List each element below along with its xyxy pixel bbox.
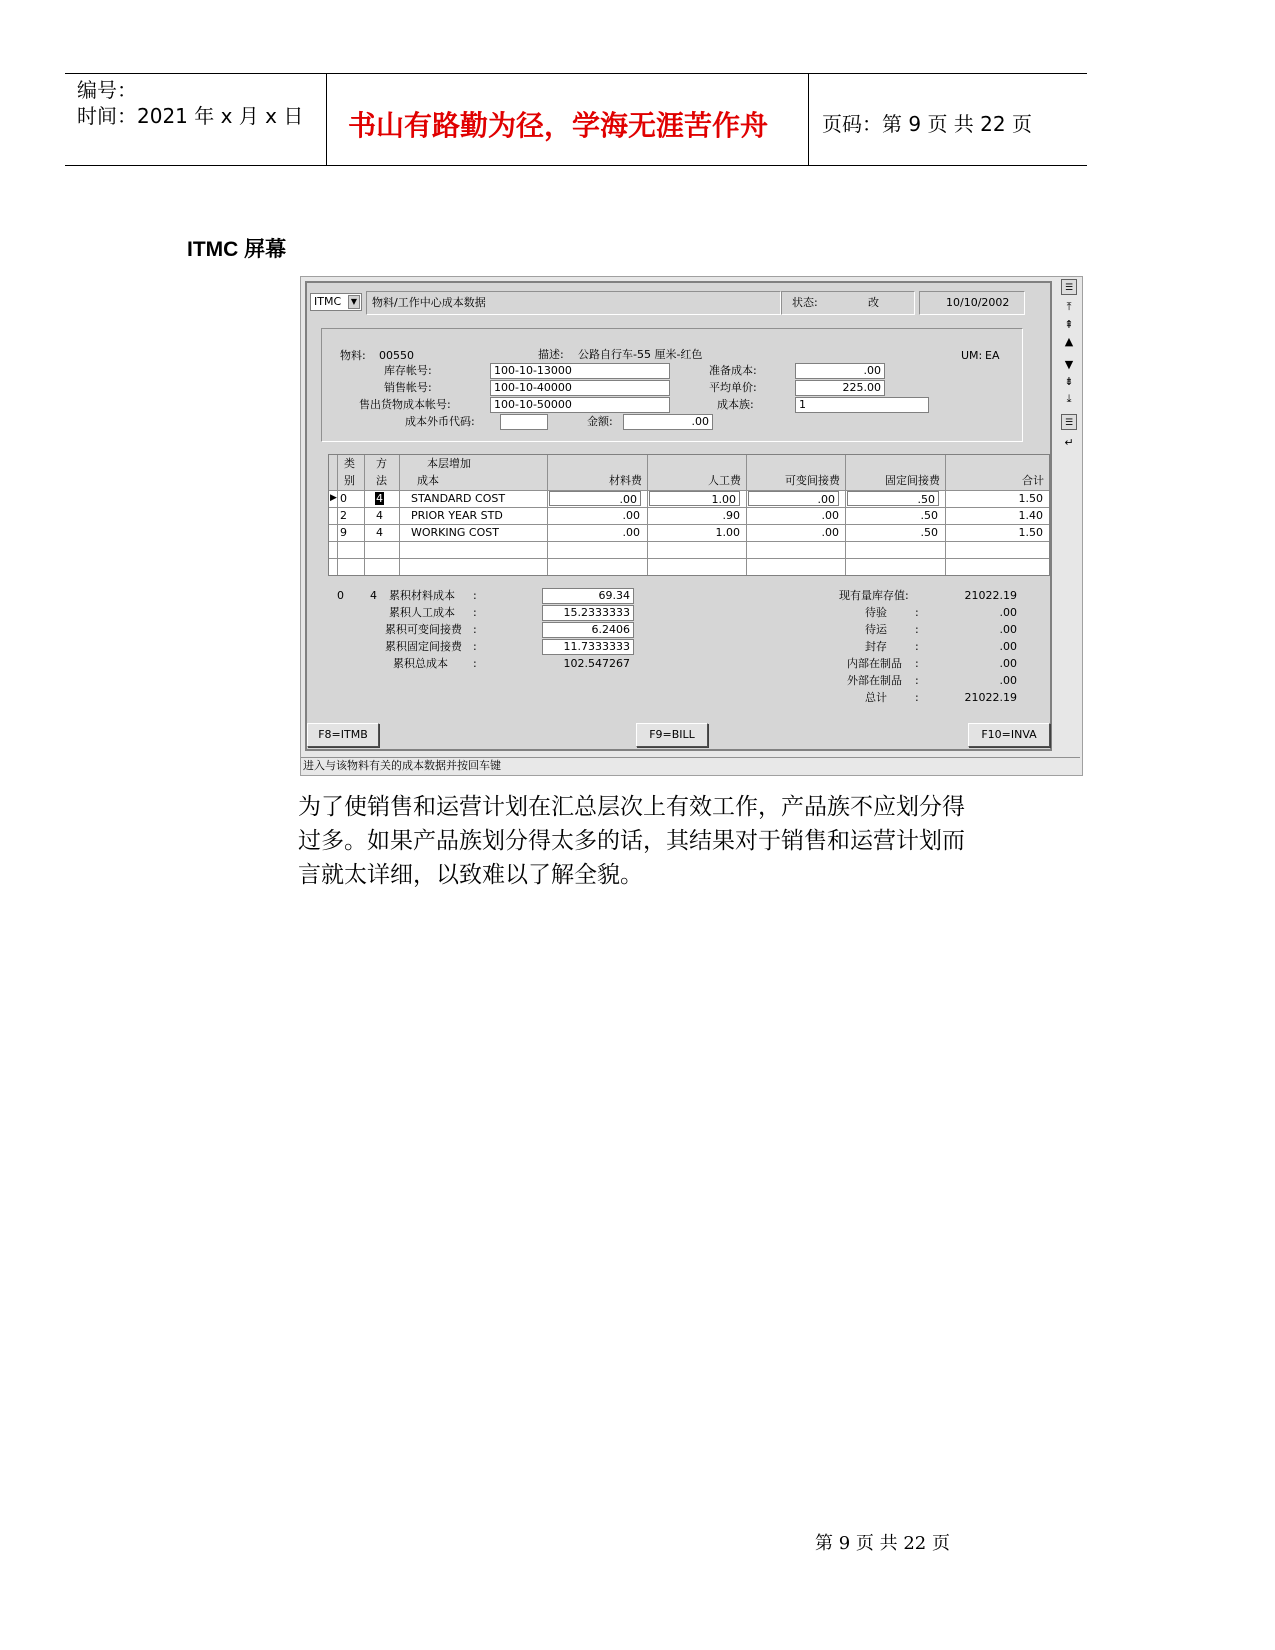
in-transit-label: 待运 [865, 623, 887, 636]
grid-col-line [337, 455, 338, 575]
row-variable-overhead[interactable]: .00 [748, 491, 839, 506]
label-colon: : [915, 691, 919, 704]
page-footer: 第 9 页 共 22 页 [815, 1533, 950, 1554]
cum-type: 0 [337, 589, 344, 602]
next-record-icon[interactable]: ▼ [1064, 358, 1074, 371]
header-type-line2: 别 [344, 474, 355, 487]
item-label: 物料: [340, 349, 366, 362]
row-pointer-icon: ▶ [330, 493, 337, 503]
row-material[interactable]: .00 [622, 509, 640, 522]
row-variable-overhead[interactable]: .00 [821, 509, 839, 522]
um-value: EA [985, 349, 1000, 362]
previous-record-icon[interactable]: ▲ [1064, 335, 1074, 348]
row-variable-overhead[interactable]: .00 [821, 526, 839, 539]
currency-code-field[interactable] [500, 414, 548, 430]
title-panel [366, 291, 781, 315]
grid-col-line [364, 455, 365, 575]
header-type-line1: 类 [344, 457, 355, 470]
row-method-cursor[interactable]: 4 [376, 492, 383, 505]
cum-variable-overhead-field[interactable]: 6.2406 [542, 622, 634, 638]
cum-variable-overhead-label: 累积可变间接费 [385, 623, 462, 636]
cum-fixed-overhead-field[interactable]: 11.7333333 [542, 639, 634, 655]
grid-row-line [329, 541, 1049, 542]
status-panel [781, 291, 915, 315]
status-label: 状态: [792, 296, 818, 309]
avg-price-field[interactable]: 225.00 [795, 380, 885, 396]
header-top-rule [65, 73, 1087, 74]
on-hold-value: .00 [999, 640, 1017, 653]
sales-account-field[interactable]: 100-10-40000 [490, 380, 670, 396]
row-method[interactable]: 4 [376, 526, 383, 539]
currency-code-label: 成本外币代码: [405, 415, 475, 428]
header-cost-line1: 本层增加 [427, 457, 471, 470]
date-panel [919, 291, 1025, 315]
cogs-account-field[interactable]: 100-10-50000 [490, 397, 670, 413]
sales-account-label: 销售帐号: [384, 381, 432, 394]
in-transit-value: .00 [999, 623, 1017, 636]
f10-inva-button[interactable]: F10=INVA [968, 723, 1050, 747]
row-fixed-overhead[interactable]: .50 [920, 509, 938, 522]
row-total: 1.50 [1018, 526, 1043, 539]
header-variable-overhead: 可变间接费 [785, 474, 840, 487]
on-hold-label: 封存 [865, 640, 887, 653]
screen-title: 物料/工作中心成本数据 [372, 296, 486, 309]
header-labor: 人工费 [708, 474, 741, 487]
date-value: 10/10/2002 [946, 296, 1010, 309]
row-labor[interactable]: 1.00 [649, 491, 740, 506]
detail-icon[interactable]: ☰ [1061, 414, 1077, 430]
header-method-line1: 方 [376, 457, 387, 470]
um-label: UM: [961, 349, 983, 362]
label-colon: : [473, 589, 477, 602]
external-wip-value: .00 [999, 674, 1017, 687]
itmc-window [300, 276, 1083, 776]
cum-material-label: 累积材料成本 [389, 589, 455, 602]
inspection-value: .00 [999, 606, 1017, 619]
row-cost-name[interactable]: WORKING COST [411, 526, 499, 539]
grid-col-line [399, 455, 400, 575]
body-paragraph: 为了使销售和运营计划在汇总层次上有效工作，产品族不应划分得过多。如果产品族划分得太多的话，其结果对于销售和运营计划而言就太详细，以致难以了解全貌。 [298, 794, 965, 888]
header-divider [326, 73, 327, 166]
avg-price-label: 平均单价: [709, 381, 757, 394]
row-total: 1.50 [1018, 492, 1043, 505]
label-colon: : [915, 623, 919, 636]
label-colon: : [915, 657, 919, 670]
row-cost-name[interactable]: STANDARD COST [411, 492, 506, 505]
header-page-number: 页码：第 9 页 共 22 页 [822, 112, 1032, 136]
header-material: 材料费 [609, 474, 642, 487]
status-value: 改 [868, 296, 879, 309]
first-record-icon[interactable]: ⤒ [1066, 300, 1072, 313]
cum-method: 4 [370, 589, 377, 602]
amount-field[interactable]: .00 [623, 414, 713, 430]
enter-icon[interactable]: ↵ [1064, 436, 1074, 449]
description-label: 描述: [538, 348, 564, 361]
setup-cost-label: 准备成本: [709, 364, 757, 377]
setup-cost-field[interactable]: .00 [795, 363, 885, 379]
cost-grid [328, 454, 1050, 576]
status-line: 进入与该物料有关的成本数据并按回车键 [301, 757, 1080, 773]
header-total: 合计 [1022, 474, 1044, 487]
row-type[interactable]: 9 [340, 526, 347, 539]
page-up-icon[interactable]: ⇞ [1064, 318, 1074, 331]
external-wip-label: 外部在制品 [847, 674, 902, 687]
cum-fixed-overhead-label: 累积固定间接费 [385, 640, 462, 653]
row-labor[interactable]: .90 [722, 509, 740, 522]
f8-itmb-button[interactable]: F8=ITMB [307, 723, 379, 747]
chevron-down-icon[interactable]: ▼ [348, 295, 360, 309]
inspection-label: 待验 [865, 606, 887, 619]
label-colon: : [915, 674, 919, 687]
cum-labor-field[interactable]: 15.2333333 [542, 605, 634, 621]
row-material[interactable]: .00 [549, 491, 641, 506]
header-fixed-overhead: 固定间接费 [885, 474, 940, 487]
last-record-icon[interactable]: ⤓ [1066, 392, 1072, 405]
label-colon: : [473, 657, 477, 670]
cost-group-label: 成本族: [717, 398, 754, 411]
row-total: 1.40 [1018, 509, 1043, 522]
header-divider [808, 73, 809, 166]
section-title: ITMC 屏幕 [187, 238, 287, 261]
grid-row-line [329, 558, 1049, 559]
label-colon: : [473, 606, 477, 619]
onhand-value: 21022.19 [964, 589, 1017, 602]
item-number: 00550 [379, 349, 414, 362]
row-fixed-overhead[interactable]: .50 [920, 526, 938, 539]
onhand-total-label: 总计 [865, 691, 887, 704]
row-labor[interactable]: 1.00 [715, 526, 740, 539]
header-cost-line2: 成本 [417, 474, 439, 487]
label-colon: : [915, 606, 919, 619]
header-bottom-rule [65, 165, 1087, 166]
cum-total-label: 累积总成本 [393, 657, 448, 670]
onhand-total-value: 21022.19 [964, 691, 1017, 704]
internal-wip-label: 内部在制品 [847, 657, 902, 670]
label-colon: : [473, 623, 477, 636]
row-fixed-overhead[interactable]: .50 [847, 491, 939, 506]
row-type[interactable]: 0 [340, 492, 347, 505]
cost-group-field[interactable]: 1 [795, 397, 929, 413]
cogs-account-label: 售出货物成本帐号: [359, 398, 451, 411]
label-colon: : [473, 640, 477, 653]
cum-material-field[interactable]: 69.34 [542, 588, 634, 604]
f9-bill-button[interactable]: F9=BILL [636, 723, 708, 747]
inventory-account-field[interactable]: 100-10-13000 [490, 363, 670, 379]
row-type[interactable]: 2 [340, 509, 347, 522]
header-motto: 书山有路勤为径，学海无涯苦作舟 [348, 109, 769, 142]
inventory-account-label: 库存帐号: [384, 364, 432, 377]
cum-labor-label: 累积人工成本 [389, 606, 455, 619]
row-method[interactable]: 4 [376, 509, 383, 522]
onhand-value-label: 现有量库存值: [839, 589, 909, 602]
internal-wip-value: .00 [999, 657, 1017, 670]
row-material[interactable]: .00 [622, 526, 640, 539]
program-code: ITMC [314, 295, 342, 308]
document-time-label: 时间：2021 年 x 月 x 日 [77, 104, 304, 128]
amount-label: 金额: [587, 415, 613, 428]
program-select[interactable] [310, 293, 362, 311]
document-number-label: 编号： [77, 78, 137, 102]
cum-total-value: 102.547267 [563, 657, 630, 670]
label-colon: : [915, 640, 919, 653]
page-down-icon[interactable]: ⇟ [1064, 375, 1074, 388]
itmc-form [305, 281, 1052, 751]
navigation-toolbar [1058, 277, 1080, 457]
list-icon[interactable]: ☰ [1061, 279, 1077, 295]
header-method-line2: 法 [376, 474, 387, 487]
description-value: 公路自行车-55 厘米-红色 [578, 348, 703, 361]
row-cost-name[interactable]: PRIOR YEAR STD [411, 509, 503, 522]
